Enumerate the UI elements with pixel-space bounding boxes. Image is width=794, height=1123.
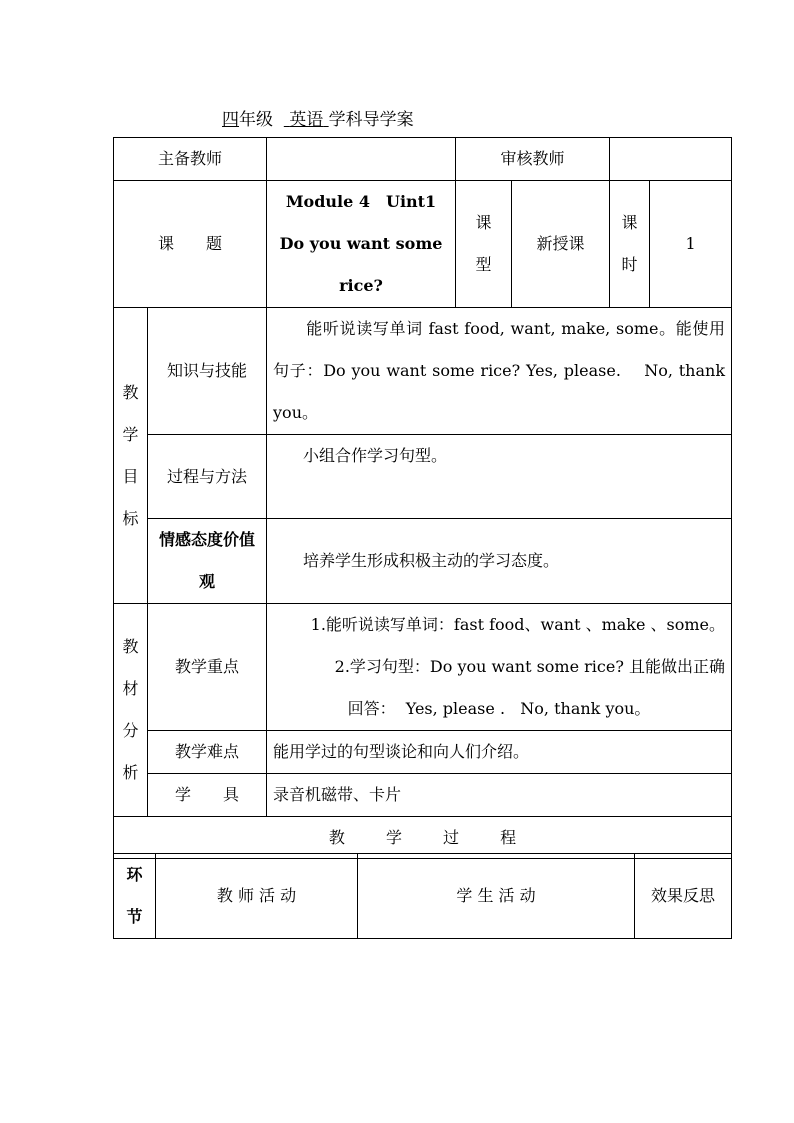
col-student-activity: 学 生 活 动 [358,854,635,939]
process-method-text: 小组合作学习句型。 [267,435,732,519]
focus-line-2: 2.学习句型：Do you want some rice? 且能做出正确 [334,657,726,676]
tools-label: 学 具 [148,774,267,817]
title-suffix: 学科导学案 [328,110,414,130]
process-header-table [113,853,732,939]
process-heading: 教 学 过 程 [114,817,732,859]
topic-value [267,181,456,308]
col-reflection: 效果反思 [635,854,732,939]
type-label: 课 型 [456,181,512,308]
knowledge-label: 知识与技能 [148,308,267,435]
hours-value: 1 [650,181,732,308]
review-teacher-label: 审核教师 [456,138,610,181]
topic-line-1: Module 4 Uint1 [285,192,437,211]
page-title [222,105,414,130]
analysis-group-label: 教 材 分 析 [114,604,148,817]
focus-line-3: 回答： Yes, please . No, thank you。 [347,699,651,718]
review-teacher-value [610,138,732,181]
focus-label: 教学重点 [148,604,267,731]
main-teacher-value [267,138,456,181]
knowledge-text: 能听说读写单词 fast food, want, make, some。能使用句子：Do you want some rice? Yes, please. No, thank you。 [267,308,732,435]
title-grade-suffix: 年级 [239,110,273,130]
lesson-plan-table [113,137,732,859]
title-subject: 英语 [289,110,324,130]
process-method-label: 过程与方法 [148,435,267,519]
difficulty-label: 教学难点 [148,731,267,774]
main-teacher-label: 主备教师 [114,138,267,181]
tools-text: 录音机磁带、卡片 [267,774,732,817]
focus-text [267,604,732,731]
topic-line-2: Do you want some rice? [279,234,443,295]
focus-line-1: 1.能听说读写单词：fast food、want 、make 、some。 [310,615,726,634]
col-step: 环 节 [114,854,156,939]
hours-label: 课 时 [610,181,650,308]
title-grade: 四 [222,110,239,130]
col-teacher-activity: 教 师 活 动 [156,854,358,939]
difficulty-text: 能用学过的句型谈论和向人们介绍。 [267,731,732,774]
objectives-group-label: 教 学 目 标 [114,308,148,604]
topic-label: 课 题 [114,181,267,308]
emotion-label: 情感态度价值观 [148,519,267,604]
type-value: 新授课 [512,181,610,308]
emotion-text: 培养学生形成积极主动的学习态度。 [267,519,732,604]
